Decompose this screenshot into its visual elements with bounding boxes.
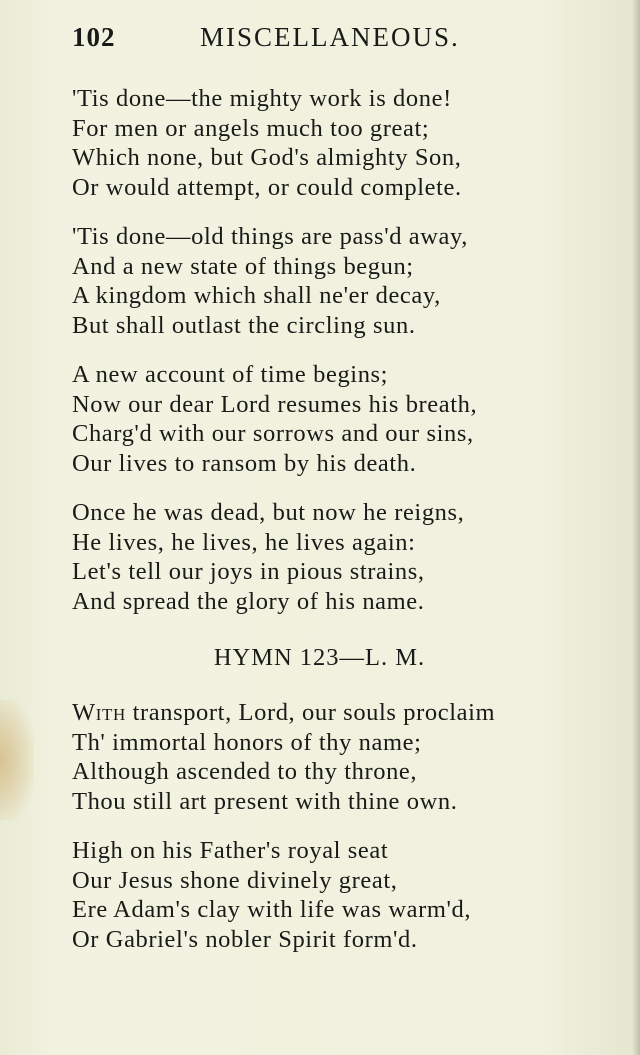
verse-line: But shall outlast the circling sun. [72,311,416,339]
verse-line: A new account of time begins; [72,361,389,388]
verse-line: Our lives to ransom by his death. [72,449,417,477]
hymn-stanza-1 [72,698,607,816]
verse-line: A kingdom which shall ne'er decay, [72,282,441,309]
verse-line: Our Jesus shone divinely great, [72,866,398,894]
verse-line: Which none, but God's almighty Son, [72,144,462,171]
verse-line: Thou still art present with thine own. [72,787,458,815]
verse-line: Or would attempt, or could complete. [72,173,462,201]
verse-line: 'Tis done—old things are pass'd away, [72,223,469,250]
verse-line: For men or angels much too great; [72,114,430,142]
stanza-4 [72,498,607,616]
stanza-1 [72,84,607,202]
verse-line-first [72,698,607,728]
verse-line: High on his Father's royal seat [72,837,389,864]
hymn-stanza-2 [72,836,607,954]
verse-line: Th' immortal honors of thy name; [72,728,422,756]
verse-line: Let's tell our joys in pious strains, [72,558,425,585]
verse-line: He lives, he lives, he lives again: [72,528,416,556]
hymn-text [72,84,607,974]
verse-line: Charg'd with our sorrows and our sins, [72,420,474,447]
verse-line: 'Tis done—the mighty work is done! [72,85,452,112]
first-line-rest: transport, Lord, our souls proclaim [125,699,496,726]
stanza-2 [72,222,607,340]
verse-line: Once he was dead, but now he reigns, [72,499,465,526]
page-stain [0,700,34,820]
verse-line: And spread the glory of his name. [72,587,425,615]
first-word: With [72,699,126,726]
page-edge-shadow [632,0,640,1055]
page-number: 102 [72,22,116,52]
verse-line: And a new state of things begun; [72,252,414,280]
running-head [72,22,592,58]
stanza-3 [72,360,607,478]
hymn-title: HYMN 123—L. M. [213,644,426,671]
verse-line: Now our dear Lord resumes his breath, [72,390,478,418]
verse-line: Ere Adam's clay with life was warm'd, [72,896,472,923]
verse-line: Although ascended to thy throne, [72,758,418,785]
verse-line: Or Gabriel's nobler Spirit form'd. [72,925,418,953]
section-title: MISCELLANEOUS. [200,22,460,52]
